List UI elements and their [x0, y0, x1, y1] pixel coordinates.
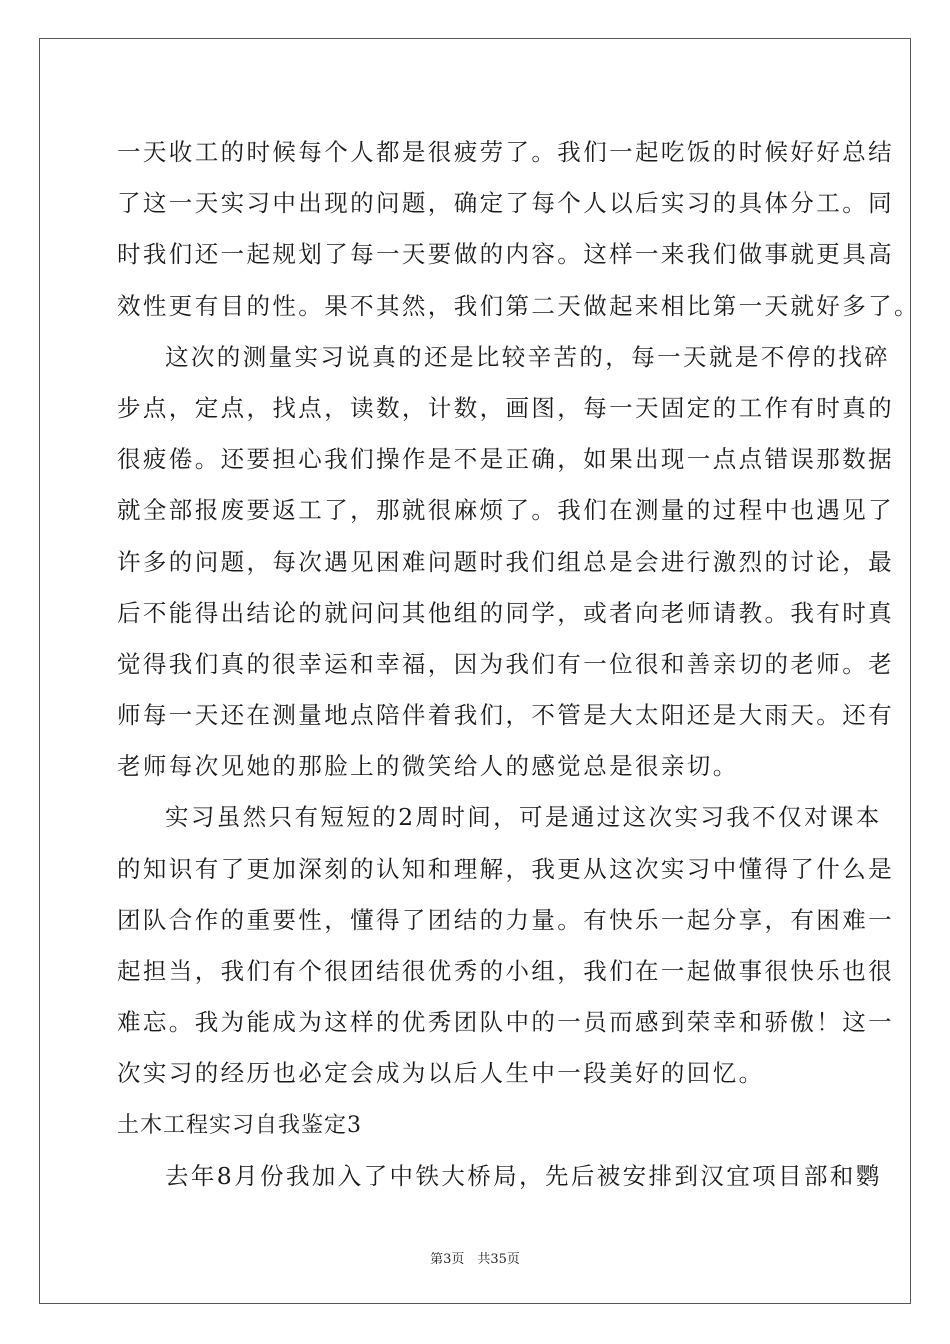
- document-body: [117, 127, 920, 1202]
- text-line: 的知识有了更加深刻的认知和理解，我更从这次实习中懂得了什么是: [117, 854, 894, 883]
- text-line: 去年8月份我加入了中铁大桥局，先后被安排到汉宜项目部和鹦: [165, 1161, 882, 1190]
- text-line: 觉得我们真的很幸运和幸福，因为我们有一位很和善亲切的老师。老: [117, 649, 894, 678]
- text-line: 许多的问题，每次遇见困难问题时我们组总是会进行激烈的讨论，最: [117, 547, 894, 576]
- text-line: 一天收工的时候每个人都是很疲劳了。我们一起吃饭的时候好好总结: [117, 138, 894, 166]
- text-line: 效性更有目的性。果不其然，我们第二天做起来相比第一天就好多了。: [117, 291, 920, 320]
- text-line: 次实习的经历也必定会成为以后人生中一段美好的回忆。: [117, 1059, 765, 1088]
- text-line: 步点，定点，找点，读数，计数，画图，每一天固定的工作有时真的: [117, 393, 894, 422]
- text-line: 起担当，我们有个很团结很优秀的小组，我们在一起做事很快乐也很: [117, 957, 894, 985]
- text-line: 了这一天实习中出现的问题，确定了每个人以后实习的具体分工。同: [117, 189, 894, 218]
- text-line: 时我们还一起规划了每一天要做的内容。这样一来我们做事就更具高: [117, 240, 894, 269]
- text-line: 难忘。我为能成为这样的优秀团队中的一员而感到荣幸和骄傲！这一: [117, 1008, 894, 1037]
- text-line: 很疲倦。还要担心我们操作是不是正确，如果出现一点点错误那数据: [117, 445, 894, 474]
- text-line: 实习虽然只有短短的2周时间，可是通过这次实习我不仅对课本: [165, 803, 882, 832]
- page-number-footer: 第3页 共35页: [430, 1252, 520, 1267]
- text-line: 就全部报废要返工了，那就很麻烦了。我们在测量的过程中也遇见了: [117, 496, 894, 525]
- text-line: 老师每次见她的那脸上的微笑给人的感觉总是很亲切。: [117, 752, 739, 781]
- text-line: 这次的测量实习说真的还是比较辛苦的，每一天就是不停的找碎: [165, 342, 891, 371]
- section-heading: 土木工程实习自我鉴定3: [117, 1112, 362, 1138]
- paragraph-3: [117, 792, 894, 1099]
- text-line: 团队合作的重要性，懂得了团结的力量。有快乐一起分享，有困难一: [117, 905, 894, 934]
- text-line: 后不能得出结论的就问问其他组的同学，或者向老师请教。我有时真: [117, 598, 894, 627]
- paragraph-2: [117, 332, 894, 793]
- paragraph-1: [117, 127, 920, 332]
- text-line: 师每一天还在测量地点陪伴着我们，不管是大太阳还是大雨天。还有: [117, 701, 894, 730]
- paragraph-4: [117, 1151, 882, 1202]
